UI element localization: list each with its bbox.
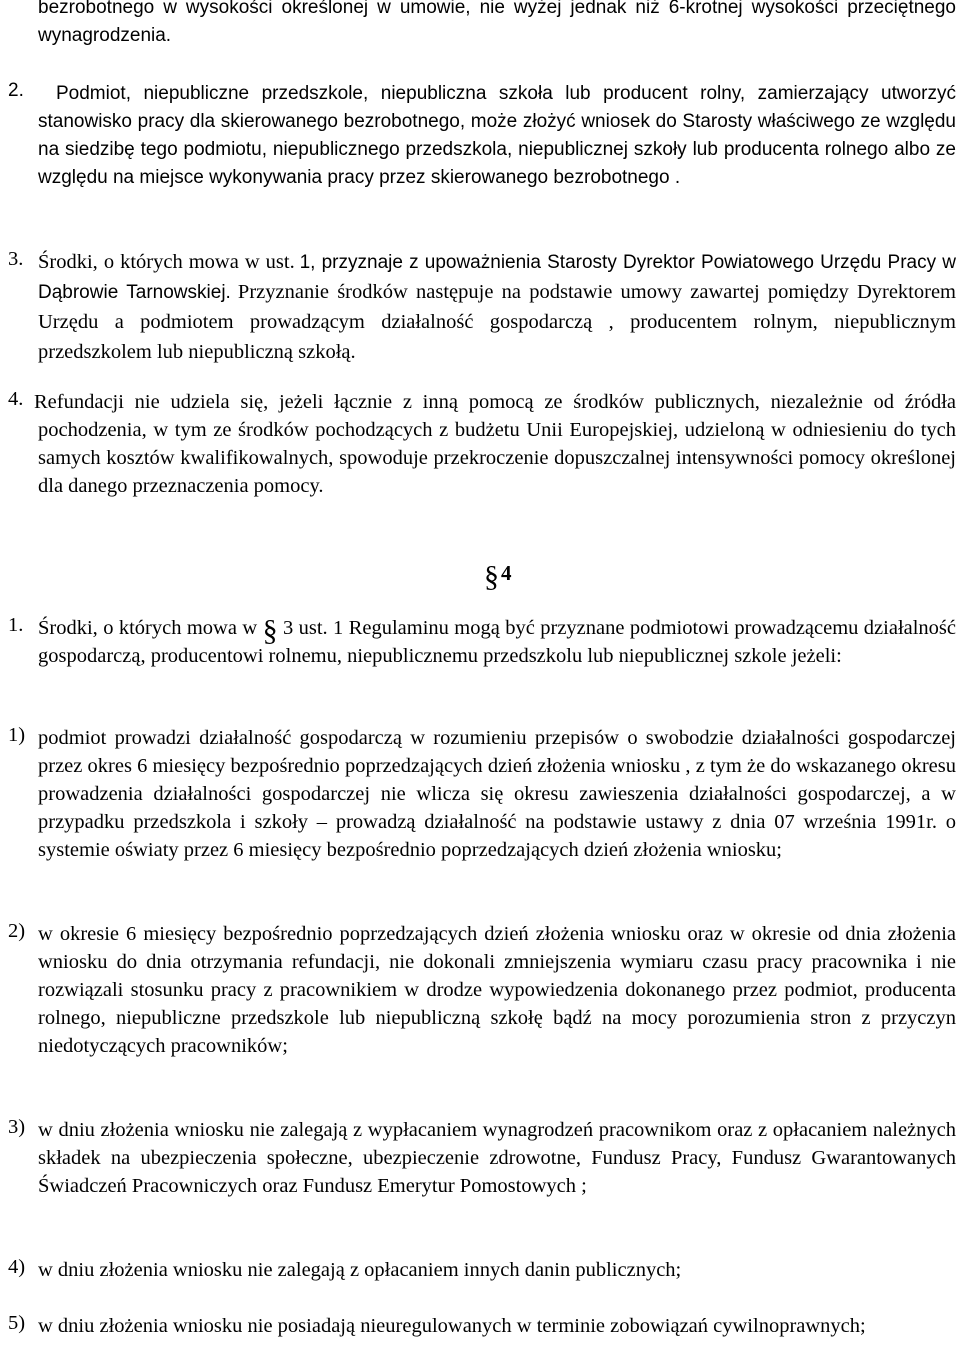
list-item: w dniu złożenia wniosku nie zalegają z opłacaniem innych danin publicznych; xyxy=(38,1259,682,1281)
list-item-number: 2) xyxy=(8,920,26,942)
list-item: w dniu złożenia wniosku nie posiadają nieuregulowanych w terminie zobowiązań cywilnoprawnych; xyxy=(38,1315,866,1337)
paragraph-number: 1. xyxy=(8,614,24,636)
list-item: w dniu złożenia wniosku nie zalegają z wypłacaniem wynagrodzeń pracownikom oraz z opłacaniem należnych składek na ubezpieczenia społeczne, ubezpieczenie zdrowotne, Fundusz Pracy, Fundusz Gwarantowanych Świadczeń Pracowniczych oraz Fundusz Emerytur Pomostowych ; xyxy=(38,1119,956,1197)
paragraph-number: 2. xyxy=(8,80,24,101)
paragraph-number: 3. xyxy=(8,248,24,270)
paragraph-3-part-b: 1, przyznaje z upoważnienia Starosty Dyrektor Powiatowego Urzędu Pracy w Dąbrowie Tarnowskiej. xyxy=(38,252,957,303)
paragraph-3-part-c: Przyznanie środków następuje na podstawie umowy zawartej pomiędzy Dyrektorem Urzędu a podmiotem prowadzącym działalność gospodarczą , producentem rolnym, niepublicznym przedszkolem lub niepubliczną szkołą. xyxy=(38,281,957,363)
list-item: podmiot prowadzi działalność gospodarczą w rozumieniu przepisów o swobodzie działalności gospodarczej przez okres 6 miesięcy bezpośrednio poprzedzających dzień złożenia wniosku , z tym że do wskazanego okresu prowadzenia działalności gospodarczej nie wlicza się okresu zawieszenia działalności gospodarczej, a w przypadku przedszkola i szkoły – prowadzą działalność na podstawie ustawy z dnia 07 września 1991r. o systemie oświaty przez 6 miesięcy bezpośrednio poprzedzających dzień złożenia wniosku; xyxy=(38,727,956,861)
paragraph-2: Podmiot, niepubliczne przedszkole, niepubliczna szkoła lub producent rolny, zamierzający utworzyć stanowisko pracy dla skierowanego bezrobotnego, może złożyć wniosek do Starosty właściwego ze względu na siedzibę tego podmiotu, niepublicznego przedszkola, niepublicznej szkoły lub producenta rolnego albo ze względu na miejsce wykonywania pracy przez skierowanego bezrobotnego . xyxy=(38,83,956,188)
section-4-paragraph-1 xyxy=(38,614,956,670)
list-item-number: 3) xyxy=(8,1116,26,1138)
section-4-paragraph-1-part-b: 3 ust. 1 Regulaminu mogą być przyznane podmiotowi prowadzącemu działalność gospodarczą, producentowi rolnemu, niepublicznemu przedszkolu lub niepublicznej szkole jeżeli: xyxy=(38,617,957,667)
list-item-number: 5) xyxy=(8,1312,26,1334)
paragraph-3 xyxy=(38,248,956,368)
section-symbol-inline: § xyxy=(262,614,278,647)
paragraph-3-part-a: Środki, o których mowa w ust. xyxy=(38,251,295,273)
list-item-number: 4) xyxy=(8,1256,26,1278)
section-heading xyxy=(484,560,512,594)
section-number: 4 xyxy=(501,561,512,585)
paragraph-number: 4. xyxy=(8,388,24,410)
paragraph-4: Refundacji nie udziela się, jeżeli łącznie z inną pomocą ze środków publicznych, niezależnie od źródła pochodzenia, w tym ze środków pochodzących z budżetu Unii Europejskiej, udzieloną w odniesieniu do tych samych kosztów kwalifikowalnych, spowoduje przekroczenie dopuszczalnej intensywności pomocy określonej dla danego przeznaczenia pomocy. xyxy=(34,391,956,497)
list-item-number: 1) xyxy=(8,724,26,746)
list-item: w okresie 6 miesięcy bezpośrednio poprzedzających dzień złożenia wniosku oraz w okresie od dnia złożenia wniosku do dnia otrzymania refundacji, nie dokonali zmniejszenia wymiaru czasu pracy pracownika i nie rozwiązali stosunku pracy z pracownikiem w drodze wypowiedzenia dokonanego przez podmiot, producenta rolnego, niepubliczne przedszkole lub niepubliczną szkołę bądź na mocy porozumienia stron z przyczyn niedotyczących pracowników; xyxy=(38,923,956,1057)
section-4-paragraph-1-part-a: Środki, o których mowa w xyxy=(38,617,258,639)
section-symbol: § xyxy=(484,560,499,593)
paragraph-continuation: bezrobotnego w wysokości określonej w umowie, nie wyżej jednak niż 6-krotnej wysokości przeciętnego wynagrodzenia. xyxy=(38,0,956,46)
